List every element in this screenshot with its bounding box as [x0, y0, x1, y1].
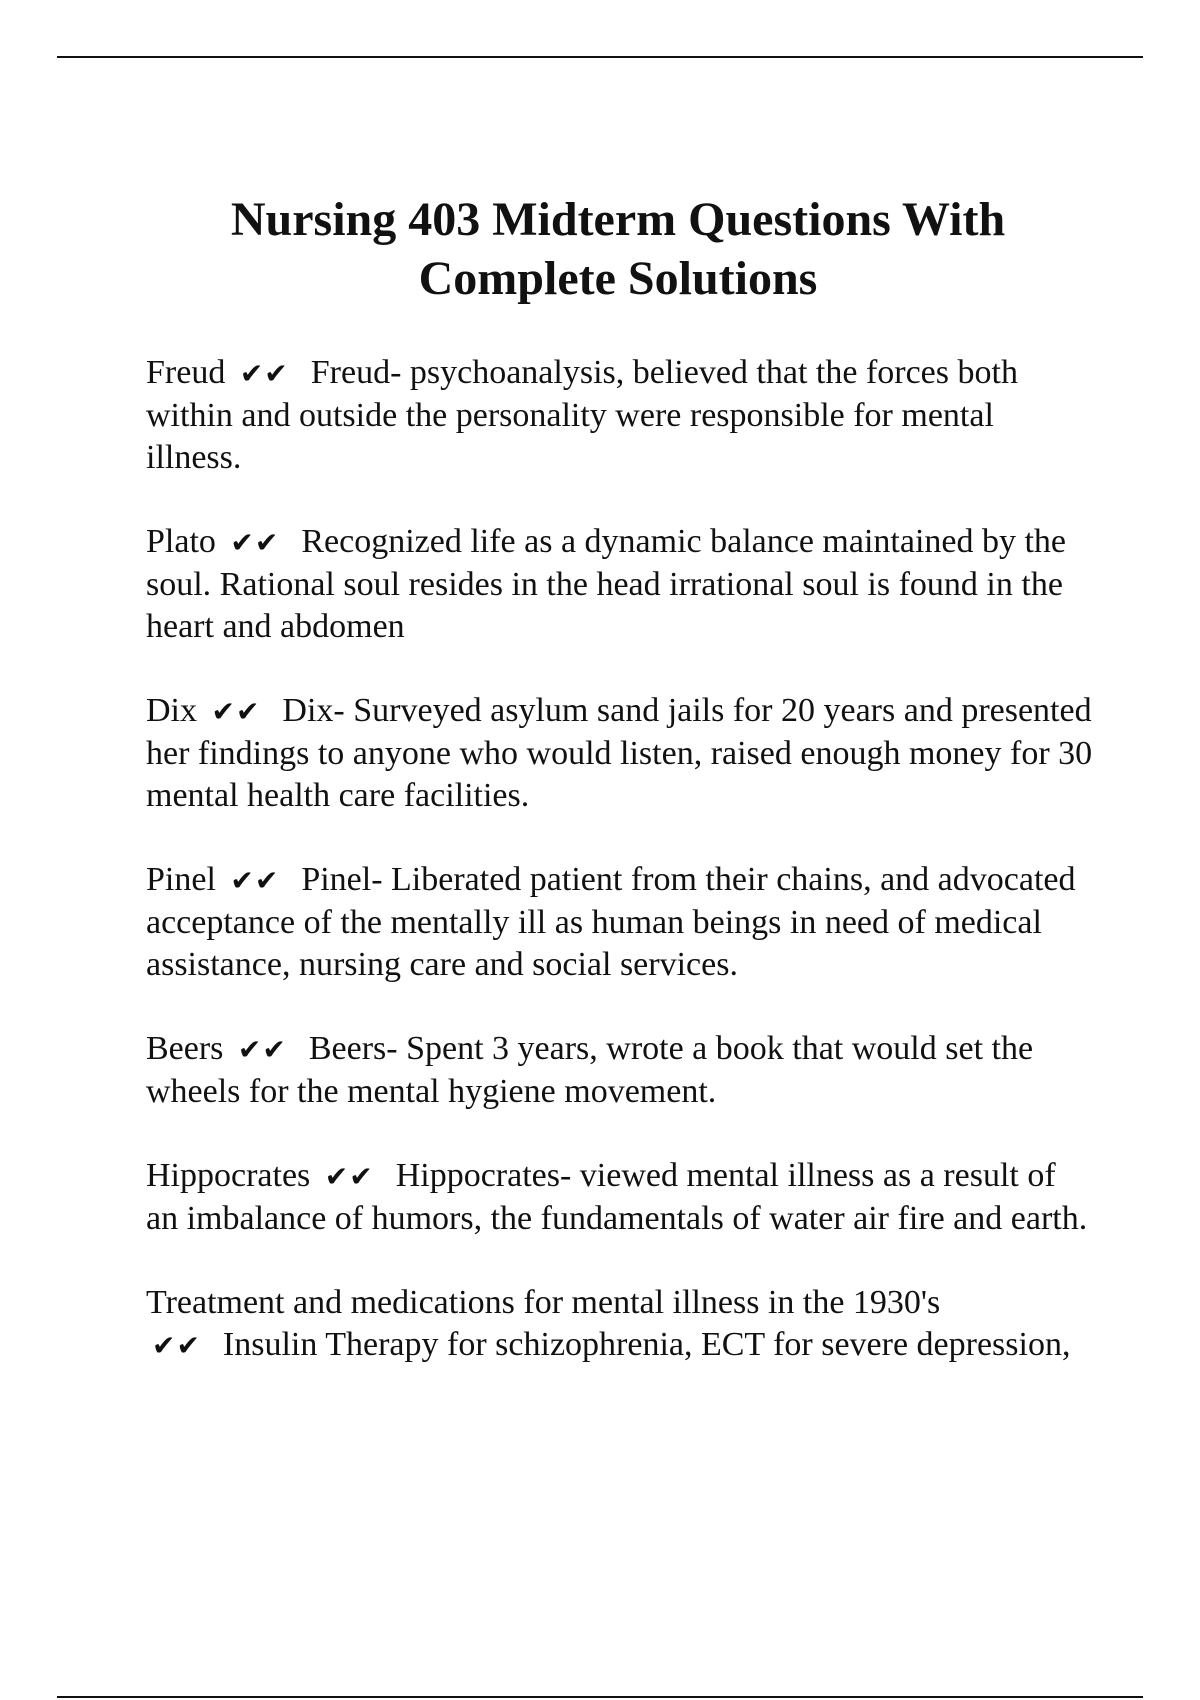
answer: Freud- psychoanalysis, believed that the forces both within and outside the personality were responsible for mental illness. — [146, 354, 1018, 476]
answer: Insulin Therapy for schizophrenia, ECT for severe depression, — [222, 1326, 1071, 1363]
qa-item-pinel — [146, 859, 1096, 986]
term: Hippocrates — [146, 1157, 311, 1194]
double-check-icon: ✔✔ — [211, 695, 261, 728]
question-list — [146, 352, 1096, 1409]
answer: Recognized life as a dynamic balance maintained by the soul. Rational soul resides in the head irrational soul is found in the heart and abdomen — [146, 523, 1067, 645]
qa-item-treatment-1930s — [146, 1282, 1096, 1367]
term: Freud — [146, 354, 226, 391]
bottom-divider — [57, 1696, 1143, 1698]
term: Pinel — [146, 861, 216, 898]
double-check-icon: ✔✔ — [239, 357, 289, 390]
double-check-icon: ✔✔ — [152, 1329, 201, 1362]
title-line-2: Complete Solutions — [418, 252, 818, 305]
answer: Beers- Spent 3 years, wrote a book that would set the wheels for the mental hygiene movement. — [146, 1030, 1034, 1110]
qa-item-plato — [146, 521, 1096, 648]
answer: Hippocrates- viewed mental illness as a result of an imbalance of humors, the fundamentals of water air fire and earth. — [146, 1157, 1088, 1237]
title-line-1: Nursing 403 Midterm Questions With — [230, 193, 1006, 246]
top-divider — [57, 56, 1143, 58]
answer: Dix- Surveyed asylum sand jails for 20 years and presented her findings to anyone who would listen, raised enough money for 30 mental health care facilities. — [146, 692, 1093, 814]
double-check-icon: ✔✔ — [230, 864, 280, 897]
qa-item-beers — [146, 1028, 1096, 1113]
qa-item-freud — [146, 352, 1096, 479]
qa-item-hippocrates — [146, 1155, 1096, 1240]
answer: Pinel- Liberated patient from their chains, and advocated acceptance of the mentally ill as human beings in need of medical assistance, nursing care and social services. — [146, 861, 1076, 983]
qa-item-dix — [146, 690, 1096, 817]
term: Dix — [146, 692, 197, 729]
term: Treatment and medications for mental illness in the 1930's — [146, 1284, 941, 1321]
double-check-icon: ✔✔ — [324, 1160, 374, 1193]
term: Plato — [146, 523, 216, 560]
term: Beers — [146, 1030, 224, 1067]
double-check-icon: ✔✔ — [230, 526, 280, 559]
double-check-icon: ✔✔ — [237, 1033, 287, 1066]
document-title — [120, 190, 1116, 308]
